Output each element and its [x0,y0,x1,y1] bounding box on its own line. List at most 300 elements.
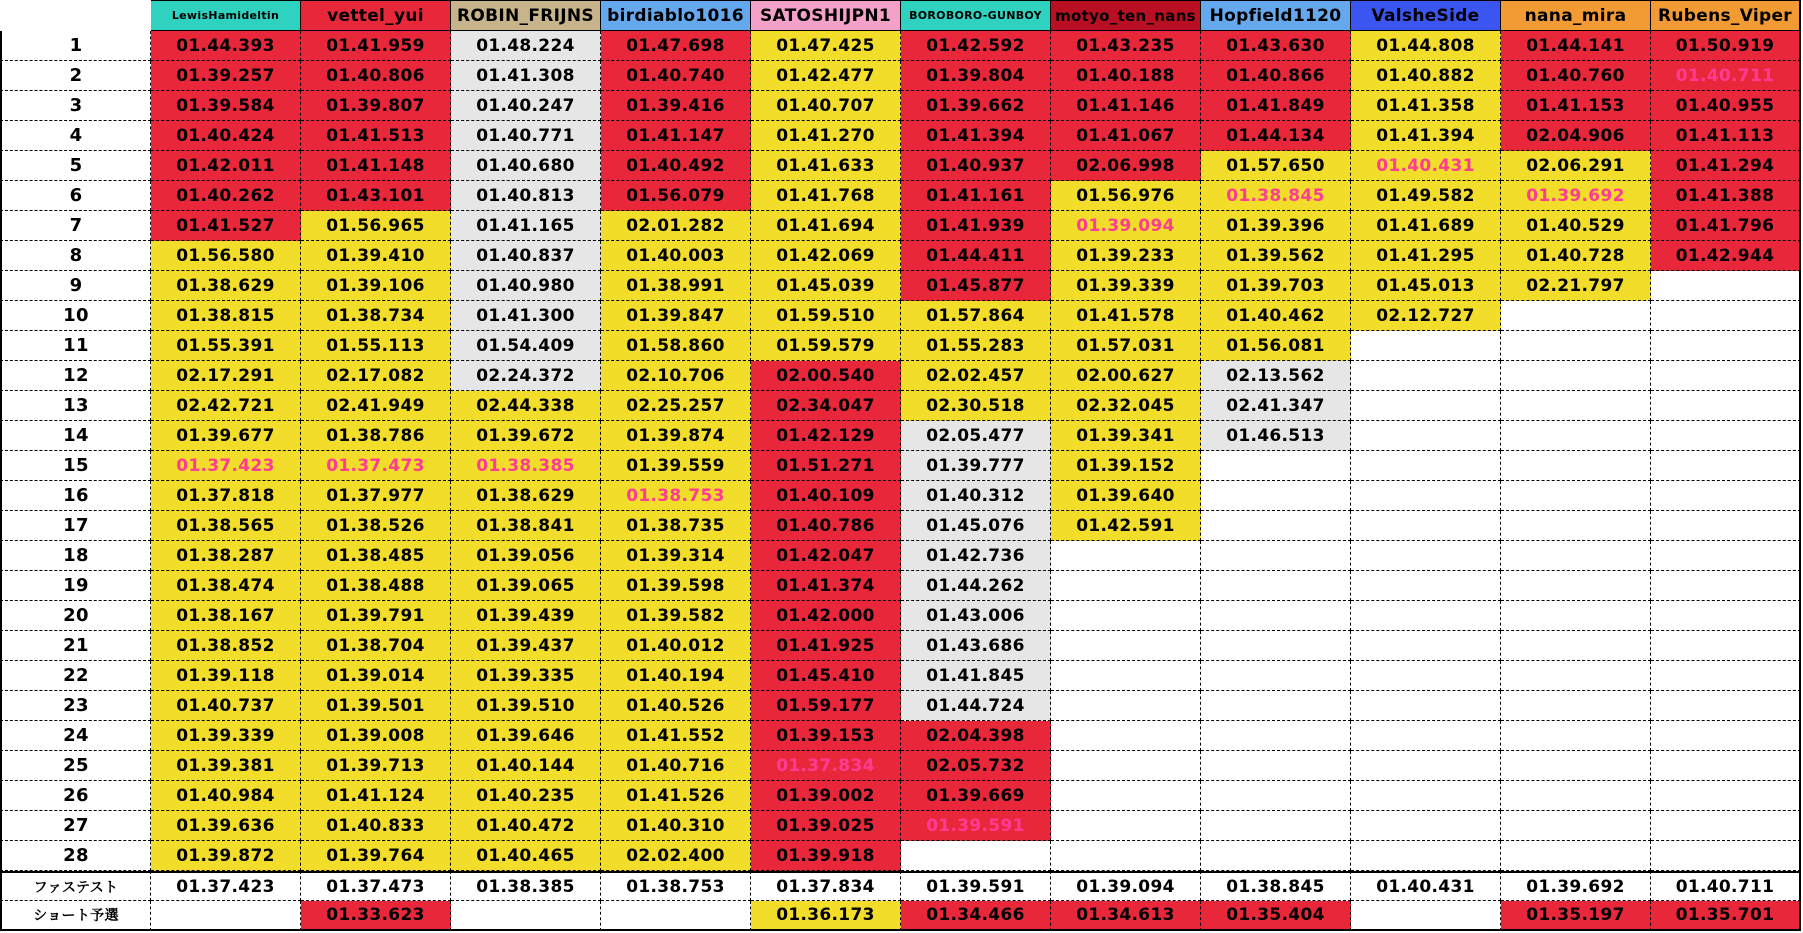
lap-time-cell: 01.39.410 [301,241,451,271]
lap-time-cell: 01.42.011 [151,151,301,181]
fastest-lap-cell: 01.39.094 [1051,871,1201,901]
lap-time-cell: 01.49.582 [1351,181,1501,211]
lap-time-cell: 01.41.959 [301,31,451,61]
lap-time-cell [1651,541,1801,571]
lap-number: 26 [0,781,151,811]
lap-time-cell: 01.39.662 [901,91,1051,121]
lap-time-cell: 01.43.006 [901,601,1051,631]
lap-time-cell: 01.39.669 [901,781,1051,811]
lap-time-cell: 02.00.540 [751,361,901,391]
fastest-lap-cell: 01.38.385 [451,871,601,901]
lap-time-cell: 01.41.295 [1351,241,1501,271]
lap-time-cell: 01.41.845 [901,661,1051,691]
lap-time-cell: 01.39.106 [301,271,451,301]
lap-time-cell: 01.39.672 [451,421,601,451]
lap-time-cell: 01.38.991 [601,271,751,301]
short-qualifying-cell [1351,901,1501,931]
lap-time-cell [1501,511,1651,541]
lap-time-cell: 01.41.147 [601,121,751,151]
lap-time-cell: 01.41.552 [601,721,751,751]
lap-time-cell: 01.56.965 [301,211,451,241]
lap-time-cell: 01.40.737 [151,691,301,721]
lap-time-cell [1501,541,1651,571]
lap-time-cell: 01.38.167 [151,601,301,631]
lap-time-cell [1351,601,1501,631]
lap-time-cell: 01.42.129 [751,421,901,451]
fastest-lap-cell: 01.40.431 [1351,871,1501,901]
lap-time-cell: 01.39.677 [151,421,301,451]
lap-time-cell: 01.41.578 [1051,301,1201,331]
lap-time-cell: 02.06.291 [1501,151,1651,181]
lap-time-cell: 01.43.235 [1051,31,1201,61]
lap-time-cell: 01.40.711 [1651,61,1801,91]
lap-time-cell: 01.39.510 [451,691,601,721]
lap-number: 2 [0,61,151,91]
lap-time-cell [1351,541,1501,571]
lap-number: 22 [0,661,151,691]
lap-time-cell: 01.40.492 [601,151,751,181]
lap-time-cell [1201,781,1351,811]
lap-time-cell: 01.39.381 [151,751,301,781]
driver-header: LewisHamideltin [151,0,301,31]
lap-number: 11 [0,331,151,361]
lap-time-cell: 01.45.410 [751,661,901,691]
lap-time-cell: 01.39.598 [601,571,751,601]
lap-time-cell: 01.39.002 [751,781,901,811]
lap-time-cell: 01.44.141 [1501,31,1651,61]
lap-time-cell [1351,721,1501,751]
lap-time-cell: 01.40.716 [601,751,751,781]
short-qualifying-cell [151,901,301,931]
lap-time-cell: 01.40.980 [451,271,601,301]
lap-time-cell: 01.38.474 [151,571,301,601]
lap-time-cell: 01.40.262 [151,181,301,211]
lap-time-cell: 01.41.527 [151,211,301,241]
lap-time-cell [1051,841,1201,871]
lap-time-cell [1651,781,1801,811]
lap-time-cell: 01.40.465 [451,841,601,871]
lap-time-cell: 01.37.818 [151,481,301,511]
short-qualifying-cell: 01.36.173 [751,901,901,931]
lap-time-cell [1051,631,1201,661]
lap-time-cell: 01.44.393 [151,31,301,61]
lap-time-cell: 02.00.627 [1051,361,1201,391]
lap-time-cell: 01.38.753 [601,481,751,511]
lap-time-cell: 01.43.630 [1201,31,1351,61]
lap-time-cell: 01.38.841 [451,511,601,541]
lap-time-cell [1501,601,1651,631]
lap-time-cell: 02.01.282 [601,211,751,241]
lap-time-cell: 01.39.118 [151,661,301,691]
lap-number: 13 [0,391,151,421]
lap-time-cell: 01.40.707 [751,91,901,121]
lap-time-cell [1501,691,1651,721]
lap-time-cell: 01.44.411 [901,241,1051,271]
lap-time-cell: 01.39.872 [151,841,301,871]
lap-number: 28 [0,841,151,871]
lap-time-cell: 01.40.003 [601,241,751,271]
fastest-label: ファステスト [0,871,151,901]
lap-time-cell: 01.39.807 [301,91,451,121]
lap-time-cell: 01.42.000 [751,601,901,631]
lap-time-cell: 01.39.791 [301,601,451,631]
lap-time-cell: 01.40.310 [601,811,751,841]
lap-time-cell: 01.38.845 [1201,181,1351,211]
lap-time-cell [1351,451,1501,481]
lap-time-cell: 01.39.056 [451,541,601,571]
fastest-lap-cell: 01.38.845 [1201,871,1351,901]
driver-header: birdiablo1016 [601,0,751,31]
lap-time-cell: 01.40.760 [1501,61,1651,91]
lap-time-cell: 01.41.694 [751,211,901,241]
lap-time-cell: 01.38.485 [301,541,451,571]
lap-time-cell: 01.41.124 [301,781,451,811]
lap-number: 18 [0,541,151,571]
lap-time-cell: 01.38.734 [301,301,451,331]
lap-time-cell: 01.41.689 [1351,211,1501,241]
lap-time-cell: 01.40.837 [451,241,601,271]
lap-time-cell [1501,301,1651,331]
lap-time-cell: 02.25.257 [601,391,751,421]
lap-time-cell: 01.40.882 [1351,61,1501,91]
lap-number: 7 [0,211,151,241]
lap-number: 17 [0,511,151,541]
lap-time-cell: 01.40.472 [451,811,601,841]
lap-time-cell: 01.41.768 [751,181,901,211]
lap-time-cell: 01.55.391 [151,331,301,361]
lap-time-cell [1051,751,1201,781]
lap-time-cell: 01.41.146 [1051,91,1201,121]
lap-time-cell [1651,751,1801,781]
lap-time-cell: 01.40.771 [451,121,601,151]
lap-time-cell: 01.39.559 [601,451,751,481]
lap-time-cell: 02.24.372 [451,361,601,391]
lap-time-cell [1501,721,1651,751]
lap-time-cell: 01.42.592 [901,31,1051,61]
lap-time-cell [1201,451,1351,481]
lap-time-cell [1651,631,1801,661]
lap-time-cell: 01.39.014 [301,661,451,691]
lap-time-cell [1351,481,1501,511]
lap-time-cell: 02.30.518 [901,391,1051,421]
lap-time-cell: 01.39.764 [301,841,451,871]
lap-time-cell: 01.37.834 [751,751,901,781]
lap-time-cell: 01.48.224 [451,31,601,61]
lap-time-cell [1501,481,1651,511]
lap-time-cell [1651,571,1801,601]
lap-time-cell: 01.56.081 [1201,331,1351,361]
lap-time-cell: 01.38.704 [301,631,451,661]
lap-time-cell [1201,541,1351,571]
lap-time-cell: 01.39.713 [301,751,451,781]
driver-header: SATOSHIJPN1 [751,0,901,31]
lap-time-cell [1051,721,1201,751]
lap-time-cell: 01.40.247 [451,91,601,121]
lap-time-cell: 01.40.680 [451,151,601,181]
fastest-lap-cell: 01.38.753 [601,871,751,901]
lap-time-cell [1501,631,1651,661]
lap-time-cell [1201,811,1351,841]
lap-time-cell: 01.39.777 [901,451,1051,481]
lap-time-cell: 01.41.148 [301,151,451,181]
lap-time-cell: 01.41.526 [601,781,751,811]
lap-time-cell: 01.45.013 [1351,271,1501,301]
lap-time-cell [1351,511,1501,541]
lap-time-cell: 01.44.724 [901,691,1051,721]
lap-time-cell: 01.56.976 [1051,181,1201,211]
lap-time-cell: 01.40.728 [1501,241,1651,271]
lap-time-cell: 01.40.235 [451,781,601,811]
lap-time-cell: 01.38.629 [451,481,601,511]
lap-time-cell: 01.42.944 [1651,241,1801,271]
lap-number: 5 [0,151,151,181]
lap-time-cell: 01.41.153 [1501,91,1651,121]
lap-number: 24 [0,721,151,751]
lap-time-cell [1501,661,1651,691]
lap-time-cell: 01.44.262 [901,571,1051,601]
lap-time-cell: 01.41.394 [1351,121,1501,151]
lap-time-cell: 02.02.400 [601,841,751,871]
lap-time-cell: 01.55.113 [301,331,451,361]
lap-time-cell: 01.42.736 [901,541,1051,571]
lap-time-cell: 01.39.396 [1201,211,1351,241]
lap-time-cell [1501,781,1651,811]
lap-time-cell [1651,511,1801,541]
lap-time-cell: 01.47.698 [601,31,751,61]
driver-header: nana_mira [1501,0,1651,31]
lap-time-cell [1651,271,1801,301]
lap-number: 25 [0,751,151,781]
lap-time-cell: 01.56.580 [151,241,301,271]
lap-time-cell: 01.39.874 [601,421,751,451]
lap-time-cell: 01.40.188 [1051,61,1201,91]
lap-time-cell [1651,361,1801,391]
lap-time-cell [1501,361,1651,391]
lap-number: 6 [0,181,151,211]
lap-time-cell [1651,661,1801,691]
lap-time-cell: 01.40.109 [751,481,901,511]
driver-header: ROBIN_FRIJNS [451,0,601,31]
lap-time-cell: 02.21.797 [1501,271,1651,301]
lap-time-cell: 01.41.358 [1351,91,1501,121]
lap-time-cell: 02.34.047 [751,391,901,421]
lap-time-cell [901,841,1051,871]
lap-time-cell: 01.41.796 [1651,211,1801,241]
lap-time-cell [1651,301,1801,331]
lap-time-cell [1501,571,1651,601]
lap-time-cell: 01.41.294 [1651,151,1801,181]
lap-time-cell: 01.41.633 [751,151,901,181]
lap-time-cell: 01.40.462 [1201,301,1351,331]
lap-time-cell: 01.38.735 [601,511,751,541]
lap-time-cell: 02.05.477 [901,421,1051,451]
lap-time-cell: 01.39.339 [1051,271,1201,301]
lap-time-cell [1351,751,1501,781]
lap-number: 23 [0,691,151,721]
lap-time-cell: 01.39.640 [1051,481,1201,511]
lap-time-cell: 01.41.308 [451,61,601,91]
lap-time-cell [1651,451,1801,481]
lap-time-cell: 01.40.431 [1351,151,1501,181]
lap-time-cell: 01.38.852 [151,631,301,661]
lap-time-cell: 01.40.806 [301,61,451,91]
lap-time-cell: 01.39.437 [451,631,601,661]
fastest-lap-cell: 01.37.834 [751,871,901,901]
lap-time-cell: 01.41.939 [901,211,1051,241]
lap-time-cell [1501,451,1651,481]
lap-time-cell: 02.17.082 [301,361,451,391]
lap-time-cell [1351,781,1501,811]
lap-time-cell: 01.38.287 [151,541,301,571]
lap-number: 4 [0,121,151,151]
lap-time-cell [1651,421,1801,451]
lap-time-cell: 01.40.937 [901,151,1051,181]
lap-time-cell: 01.44.808 [1351,31,1501,61]
short-qualifying-cell [451,901,601,931]
lap-time-cell: 02.02.457 [901,361,1051,391]
lap-time-cell [1651,391,1801,421]
lap-time-cell: 01.41.113 [1651,121,1801,151]
lap-time-cell: 01.41.849 [1201,91,1351,121]
lap-number: 12 [0,361,151,391]
lap-time-cell: 01.39.847 [601,301,751,331]
lap-time-cell [1201,751,1351,781]
lap-time-cell: 02.12.727 [1351,301,1501,331]
lap-time-cell: 01.58.860 [601,331,751,361]
lap-time-cell: 01.40.012 [601,631,751,661]
lap-time-cell: 02.44.338 [451,391,601,421]
lap-time-cell: 01.42.047 [751,541,901,571]
short-qualifying-label: ショート予選 [0,901,151,931]
lap-number: 15 [0,451,151,481]
lap-time-cell: 01.38.526 [301,511,451,541]
fastest-lap-cell: 01.37.423 [151,871,301,901]
lap-time-cell [1501,331,1651,361]
lap-time-cell: 01.43.101 [301,181,451,211]
lap-time-cell [1351,421,1501,451]
lap-time-cell: 01.39.562 [1201,241,1351,271]
fastest-lap-cell: 01.40.711 [1651,871,1801,901]
lap-time-cell: 01.44.134 [1201,121,1351,151]
lap-time-cell: 01.39.025 [751,811,901,841]
lap-time-cell: 02.42.721 [151,391,301,421]
lap-time-cell: 01.39.582 [601,601,751,631]
lap-time-cell [1501,811,1651,841]
lap-time-cell: 02.05.732 [901,751,1051,781]
driver-header: vettel_yui [301,0,451,31]
lap-time-cell: 01.39.335 [451,661,601,691]
lap-time-cell [1351,631,1501,661]
lap-number: 21 [0,631,151,661]
lap-time-cell: 01.57.864 [901,301,1051,331]
lap-time-cell: 01.41.374 [751,571,901,601]
lap-time-cell: 02.06.998 [1051,151,1201,181]
lap-number: 3 [0,91,151,121]
lap-time-cell [1051,541,1201,571]
lap-time-cell [1351,571,1501,601]
lap-time-cell [1651,331,1801,361]
lap-time-cell: 01.41.067 [1051,121,1201,151]
lap-time-cell: 01.39.692 [1501,181,1651,211]
lap-number: 1 [0,31,151,61]
lap-time-cell: 01.45.039 [751,271,901,301]
lap-time-cell: 01.40.144 [451,751,601,781]
lap-time-cell: 01.40.866 [1201,61,1351,91]
lap-time-cell [1351,841,1501,871]
lap-time-cell: 01.42.477 [751,61,901,91]
lap-time-cell: 01.39.257 [151,61,301,91]
driver-header: BOROBORO-GUNBOY [901,0,1051,31]
short-qualifying-cell [601,901,751,931]
lap-time-cell: 01.39.501 [301,691,451,721]
lap-time-cell: 01.39.233 [1051,241,1201,271]
lap-time-cell: 01.41.161 [901,181,1051,211]
lap-time-cell: 01.37.423 [151,451,301,481]
lap-time-cell: 01.46.513 [1201,421,1351,451]
short-qualifying-cell: 01.35.404 [1201,901,1351,931]
lap-time-cell: 01.41.513 [301,121,451,151]
fastest-lap-cell: 01.39.591 [901,871,1051,901]
lap-time-cell: 01.37.977 [301,481,451,511]
lap-time-cell [1051,571,1201,601]
lap-time-cell: 01.55.283 [901,331,1051,361]
driver-header: Hopfield1120 [1201,0,1351,31]
lap-number: 19 [0,571,151,601]
short-qualifying-cell: 01.33.623 [301,901,451,931]
lap-time-cell: 01.39.646 [451,721,601,751]
lap-time-cell: 01.40.813 [451,181,601,211]
lap-time-cell: 01.39.804 [901,61,1051,91]
driver-header: motyo_ten_nans [1051,0,1201,31]
lap-number: 14 [0,421,151,451]
lap-time-cell [1051,661,1201,691]
lap-time-cell [1051,781,1201,811]
lap-number: 9 [0,271,151,301]
lap-time-cell: 01.40.312 [901,481,1051,511]
lap-time-cell: 01.40.984 [151,781,301,811]
lap-time-cell [1501,751,1651,781]
lap-time-cell: 01.38.565 [151,511,301,541]
lap-time-cell: 01.39.341 [1051,421,1201,451]
lap-time-cell: 02.41.949 [301,391,451,421]
driver-header: ValsheSide [1351,0,1501,31]
lap-time-cell: 01.38.488 [301,571,451,601]
lap-time-cell: 01.59.510 [751,301,901,331]
lap-time-cell [1051,811,1201,841]
driver-header: Rubens_Viper [1651,0,1801,31]
lap-time-cell [1051,601,1201,631]
fastest-lap-cell: 01.37.473 [301,871,451,901]
lap-number: 20 [0,601,151,631]
lap-time-cell: 01.39.153 [751,721,901,751]
lap-time-cell [1201,511,1351,541]
lap-time-cell: 01.39.703 [1201,271,1351,301]
lap-time-cell: 01.37.473 [301,451,451,481]
lap-time-cell [1651,721,1801,751]
lap-time-cell: 01.39.584 [151,91,301,121]
lap-time-cell: 01.41.300 [451,301,601,331]
lap-time-cell [1651,691,1801,721]
lap-time-cell: 01.39.439 [451,601,601,631]
lap-time-cell [1351,691,1501,721]
lap-time-cell: 01.41.388 [1651,181,1801,211]
lap-time-cell: 01.54.409 [451,331,601,361]
lap-time-cell: 01.40.529 [1501,211,1651,241]
lap-time-cell: 01.39.591 [901,811,1051,841]
lap-time-cell: 01.50.919 [1651,31,1801,61]
lap-time-cell: 01.40.786 [751,511,901,541]
lap-time-cell [1201,571,1351,601]
